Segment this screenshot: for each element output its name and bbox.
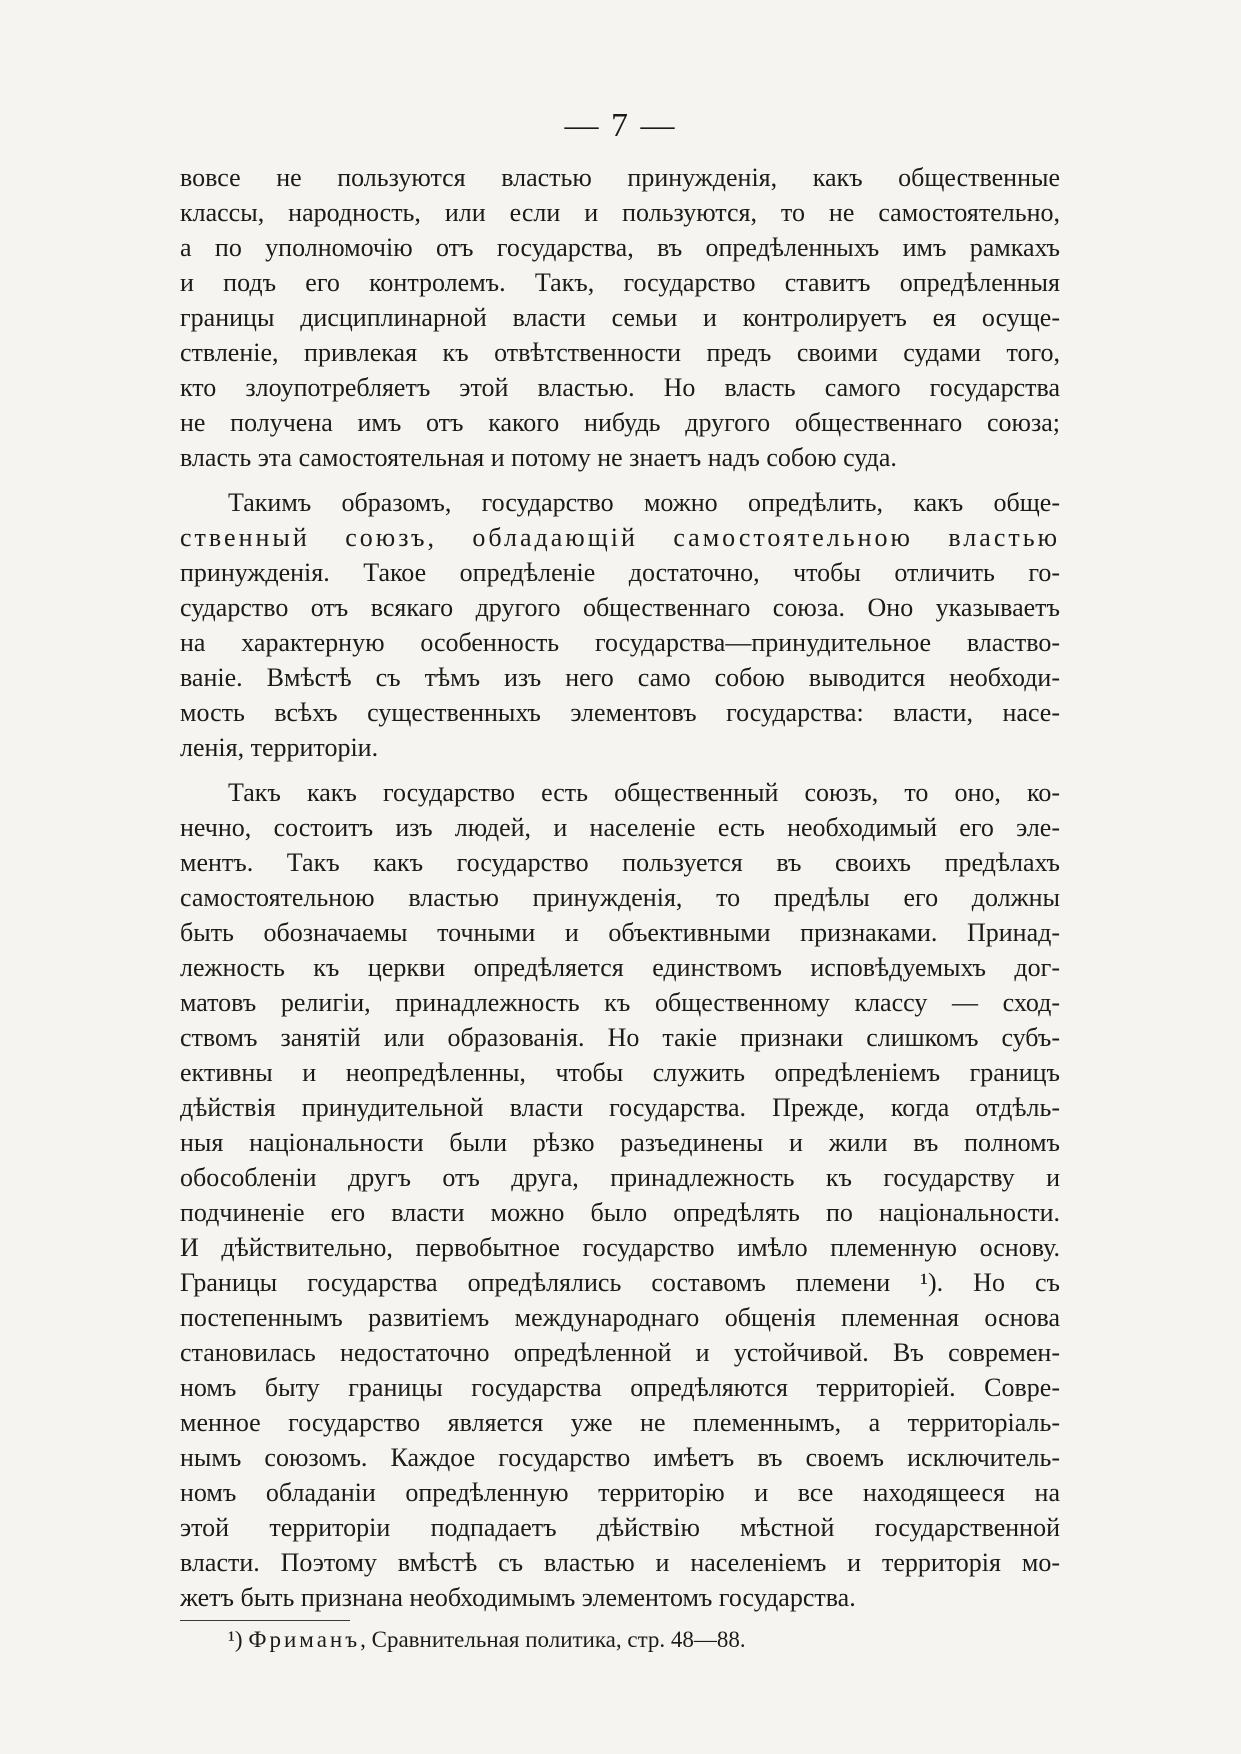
- text-line: самостоятельною властью принужденія, то предѣлы его должны: [180, 883, 1060, 912]
- text-line: и подъ его контролемъ. Такъ, государство ставитъ опредѣленныя: [180, 268, 1060, 297]
- text-line: кто злоупотребляетъ этой властью. Но власть самого государства: [180, 373, 1060, 402]
- text-line: а по уполномочію отъ государства, въ опредѣленныхъ имъ рамкахъ: [180, 233, 1060, 262]
- text-line: дѣйствія принудительной власти государства. Прежде, когда отдѣль-: [180, 1093, 1060, 1122]
- paragraph-2: [180, 485, 1060, 765]
- footnote-divider: [180, 1620, 350, 1621]
- page-number: — 7 —: [564, 107, 677, 144]
- text-line: нечно, состоитъ изъ людей, и населеніе есть необходимый его эле-: [180, 813, 1060, 842]
- text-line: ективны и неопредѣленны, чтобы служить опредѣленіемъ границъ: [180, 1058, 1060, 1087]
- text-line: границы дисциплинарной власти семьи и контролируетъ ея осуще-: [180, 303, 1060, 332]
- text-line: ствленіе, привлекая къ отвѣтственности предъ своими судами того,: [180, 338, 1060, 367]
- text-line: номъ обладаніи опредѣленную территорію и все находящееся на: [180, 1478, 1060, 1507]
- footnote-marker: ¹): [228, 1627, 243, 1652]
- text-line: становилась недостаточно опредѣленной и устойчивой. Въ современ-: [180, 1338, 1060, 1367]
- text-line: номъ быту границы государства опредѣляются территоріей. Совре-: [180, 1373, 1060, 1402]
- footnote-author: Фриманъ: [248, 1627, 361, 1652]
- text-line: вовсе не пользуются властью принужденія, какъ общественные: [180, 163, 1060, 192]
- text-line: нымъ союзомъ. Каждое государство имѣетъ въ своемъ исключитель-: [180, 1443, 1060, 1472]
- text-line: классы, народность, или если и пользуются, то не самостоятельно,: [180, 198, 1060, 227]
- text-line: власть эта самостоятельная и потому не знаетъ надъ собою суда.: [180, 443, 897, 472]
- text-line: Границы государства опредѣлялись составомъ племени ¹). Но съ: [180, 1268, 1060, 1297]
- text-line: ленія, территоріи.: [180, 733, 379, 762]
- text-line: быть обозначаемы точными и объективными признаками. Принад-: [180, 918, 1060, 947]
- text-line: ствомъ занятій или образованія. Но такіе признаки слишкомъ субъ-: [180, 1023, 1060, 1052]
- footnote-text: , Сравнительная политика, стр. 48—88.: [360, 1627, 746, 1652]
- text-line: постепеннымъ развитіемъ международнаго общенія племенная основа: [180, 1303, 1060, 1332]
- text-line: Такъ какъ государство есть общественный союзъ, то оно, ко-: [228, 778, 1060, 807]
- text-line: власти. Поэтому вмѣстѣ съ властью и населеніемъ и территорія мо-: [180, 1548, 1060, 1577]
- text-line: подчиненіе его власти можно было опредѣлять по національности.: [180, 1198, 1060, 1227]
- text-line: не получена имъ отъ какого нибудь другого общественнаго союза;: [180, 408, 1060, 437]
- text-line: обособленіи другъ отъ друга, принадлежность къ государству и: [180, 1163, 1060, 1192]
- footnote: [228, 1624, 746, 1656]
- text-line: ментъ. Такъ какъ государство пользуется въ своихъ предѣлахъ: [180, 848, 1060, 877]
- text-line: сударство отъ всякаго другого общественнаго союза. Оно указываетъ: [180, 593, 1060, 622]
- text-line: И дѣйствительно, первобытное государство имѣло племенную основу.: [180, 1233, 1060, 1262]
- body-text: [180, 160, 1060, 1615]
- text-line: жетъ быть признана необходимымъ элементомъ государства.: [180, 1583, 856, 1612]
- text-line: Такимъ образомъ, государство можно опредѣлить, какъ обще-: [228, 488, 1060, 517]
- paragraph-gap: [180, 765, 1060, 775]
- text-line: ныя національности были рѣзко разъединены и жили въ полномъ: [180, 1128, 1060, 1157]
- text-line: на характерную особенность государства—принудительное властво-: [180, 628, 1060, 657]
- paragraph-3: [180, 775, 1060, 1615]
- text-line: лежность къ церкви опредѣляется единствомъ исповѣдуемыхъ дог-: [180, 953, 1060, 982]
- text-line: принужденія. Такое опредѣленіе достаточно, чтобы отличить го-: [180, 558, 1060, 587]
- text-line-emphasis: ственный союзъ, обладающій самостоятельною властью: [180, 523, 1060, 552]
- text-line: этой территоріи подпадаетъ дѣйствію мѣстной государственной: [180, 1513, 1060, 1542]
- text-line: мость всѣхъ существенныхъ элементовъ государства: власти, насе-: [180, 698, 1060, 727]
- text-line: ваніе. Вмѣстѣ съ тѣмъ изъ него само собою выводится необходи-: [180, 663, 1060, 692]
- paragraph-1: [180, 160, 1060, 475]
- paragraph-gap: [180, 475, 1060, 485]
- text-line: матовъ религіи, принадлежность къ общественному классу — сход-: [180, 988, 1060, 1017]
- text-line: менное государство является уже не племеннымъ, а территоріаль-: [180, 1408, 1060, 1437]
